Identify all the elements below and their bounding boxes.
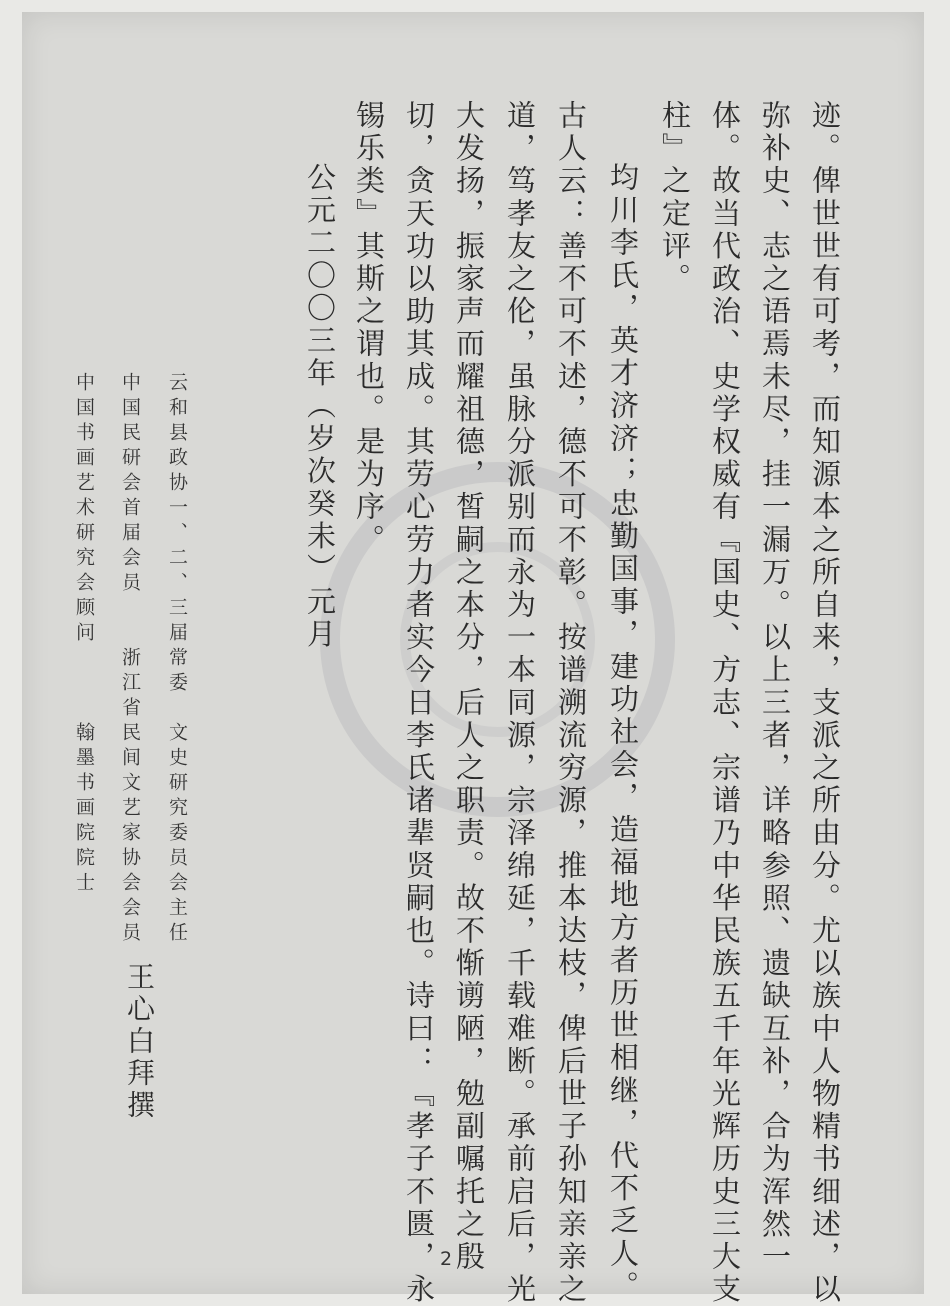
- text-column-7: 道，笃孝友之伦，虽脉分派别而永为一本同源，宗泽绵延，千载难断。承前启后，光: [503, 100, 537, 1306]
- page-number: 2: [440, 1248, 453, 1270]
- book-page: [22, 12, 924, 1306]
- text-column-1: 迹。俾世世有可考，而知源本之所自来，支派之所由分。尤以族中人物精书细述，以: [808, 100, 842, 1306]
- text-column-10: 锡乐类』其斯之谓也。是为序。: [352, 100, 386, 557]
- date-line: 公元二〇〇三年（岁次癸未）元月: [303, 162, 337, 651]
- text-column-2: 弥补史、志之语焉未尽，挂一漏万。以上三者，详略参照、遗缺互补，合为浑然一: [758, 100, 792, 1274]
- text-column-4: 柱』之定评。: [658, 100, 692, 296]
- signature-title-2: 中国民研会首届会员 浙江省民间文艺家协会会员: [119, 372, 141, 947]
- text-column-6: 古人云：善不可不述，德不可不彰。按谱溯流穷源，推本达枝，俾后世子孙知亲亲之: [554, 100, 588, 1306]
- text-column-9: 切，贪天功以助其成。其劳心劳力者实今日李氏诸辈贤嗣也。诗曰：『孝子不匮，永: [402, 100, 436, 1306]
- text-column-8: 大发扬，振家声而耀祖德，皙嗣之本分，后人之职责。故不惭谫陋，勉副嘱托之殷: [452, 100, 486, 1274]
- signature-title-3: 中国书画艺术研究会顾问 翰墨书画院院士: [73, 372, 95, 897]
- author-signature: 王心白拜撰: [123, 962, 156, 1122]
- text-column-3: 体。故当代政治、史学权威有『国史、方志、宗谱乃中华民族五千年光辉历史三大支: [708, 100, 742, 1306]
- signature-title-1: 云和县政协一、二、三届常委 文史研究委员会主任: [166, 372, 188, 947]
- text-column-5: 均川李氏，英才济济；忠勤国事，建功社会，造福地方者历世相继，代不乏人。: [606, 162, 640, 1303]
